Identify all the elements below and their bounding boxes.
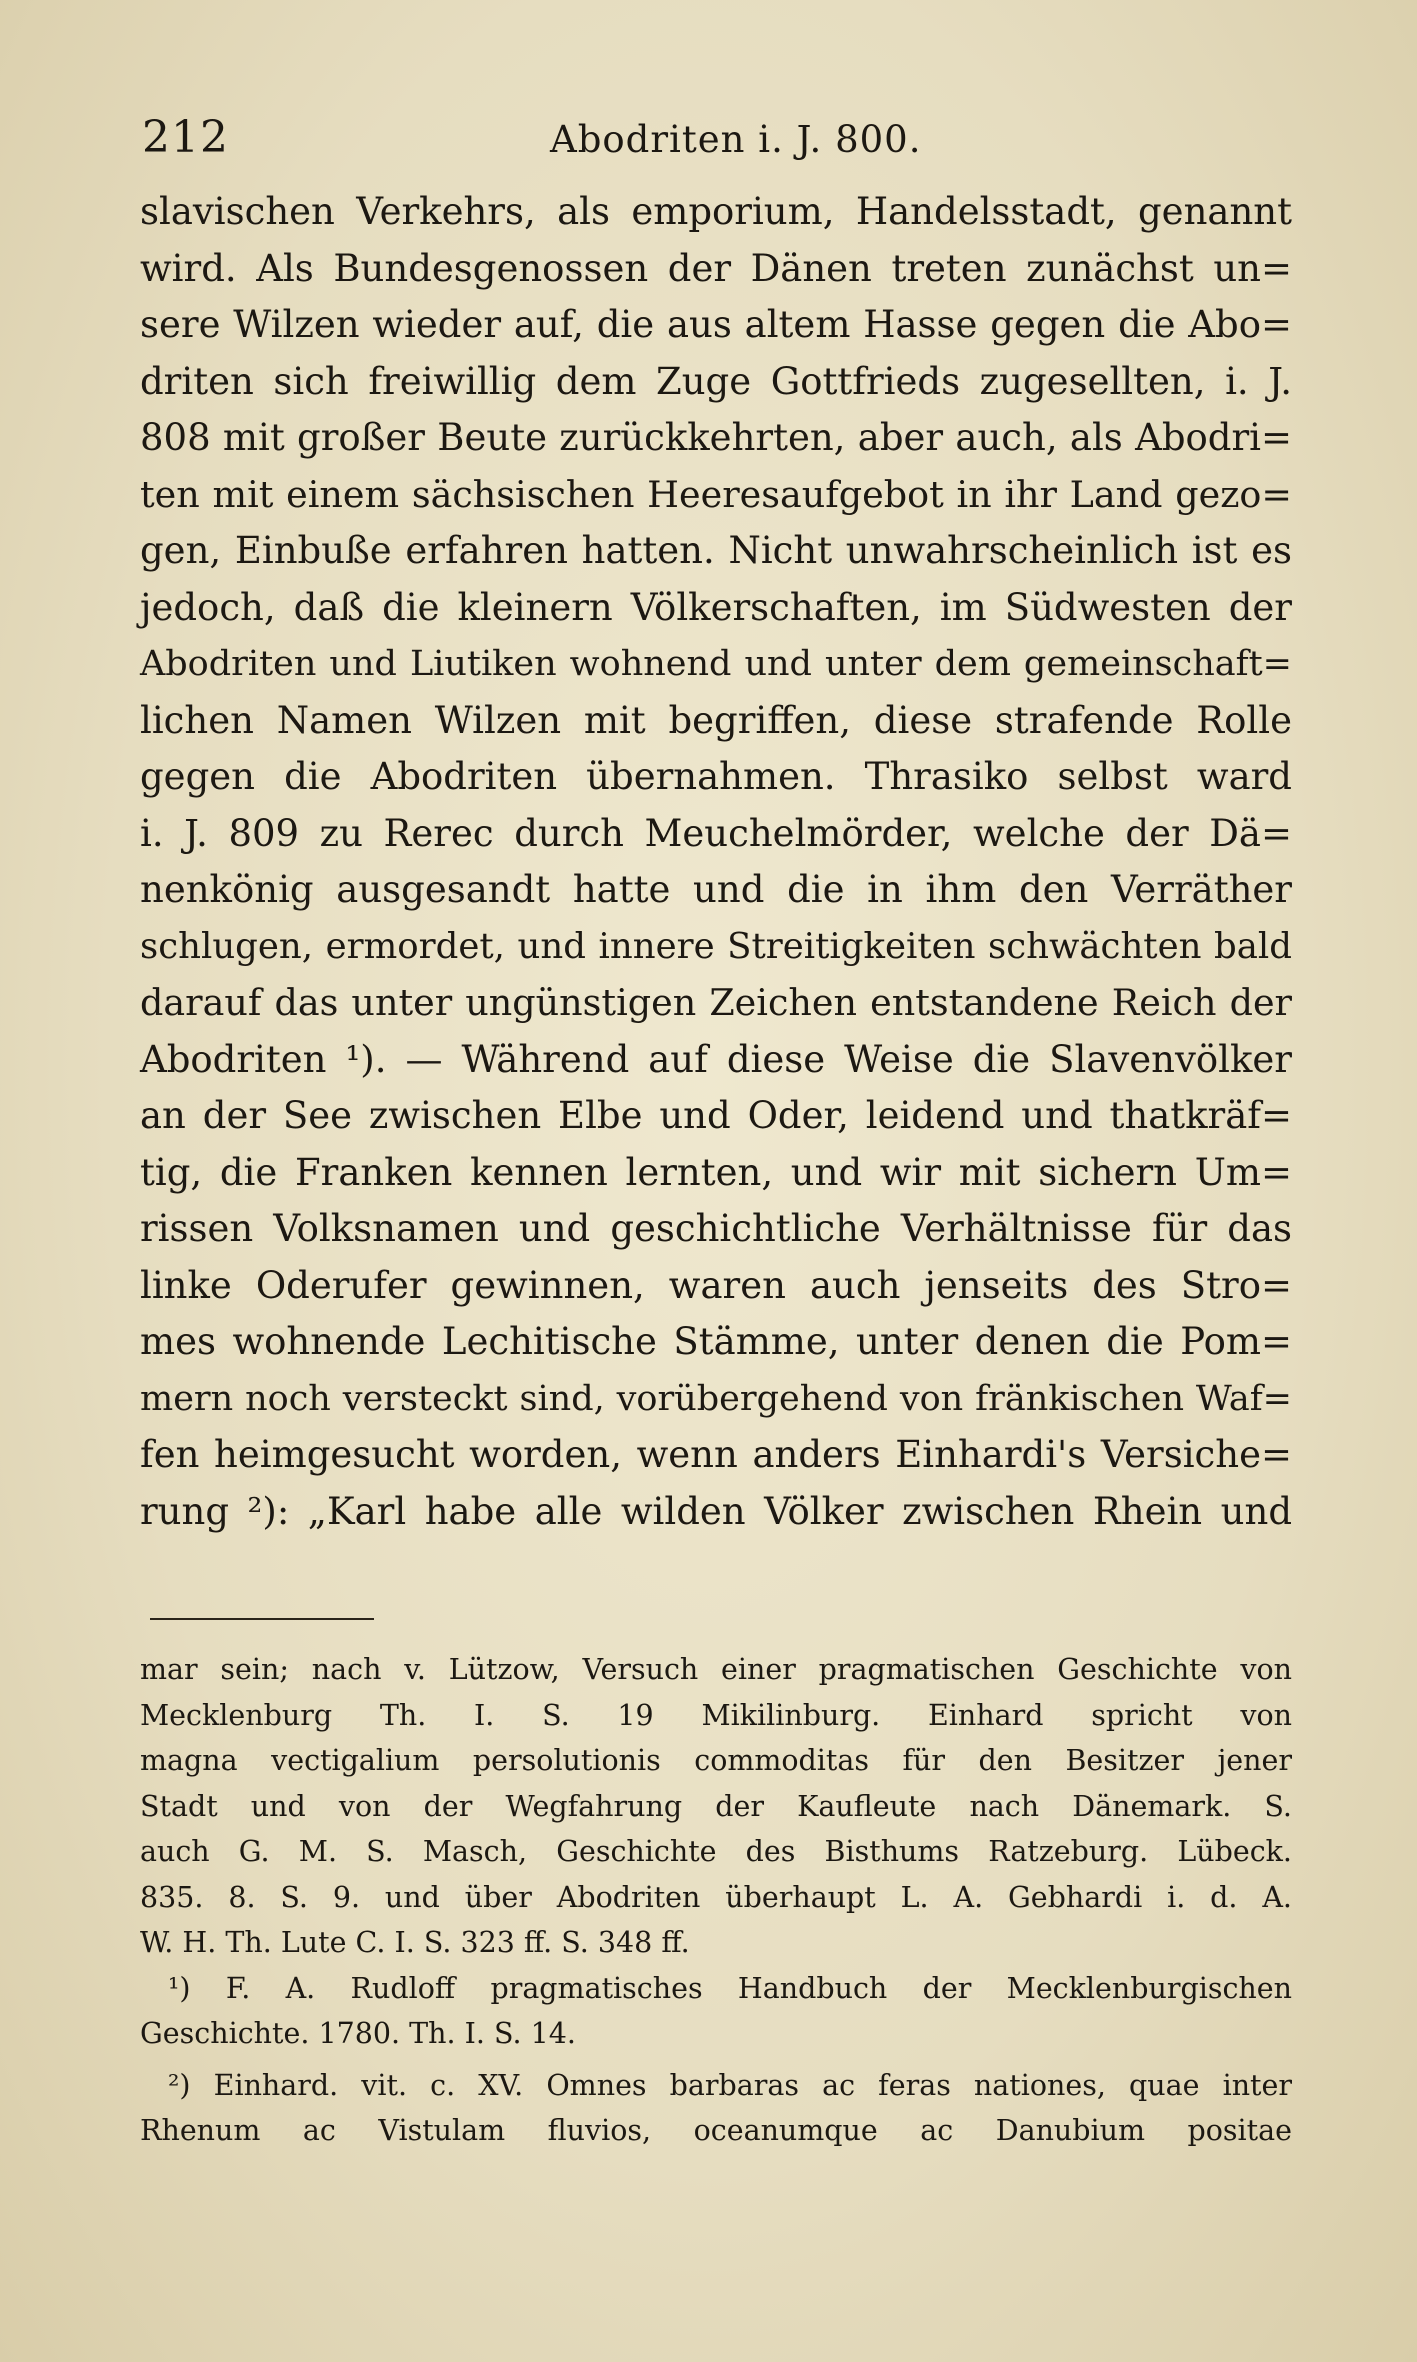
- text-line: Abodriten und Liutiken wohnend und unter dem gemeinschaft=: [140, 644, 1292, 684]
- text-line: fen heimgesucht worden, wenn anders Einhardi's Versiche=: [140, 1433, 1292, 1476]
- footnote-line: 835. 8. S. 9. und über Abodriten überhaupt L. A. Gebhardi i. d. A.: [140, 1880, 1292, 1914]
- text-line: slavischen Verkehrs, als emporium, Handelsstadt, genannt: [140, 190, 1292, 233]
- footnote-1-cont: Geschichte. 1780. Th. I. S. 14.: [140, 2017, 576, 2050]
- footnotes: [140, 1647, 1292, 2154]
- page-number: 212: [142, 112, 229, 163]
- text-line: i. J. 809 zu Rerec durch Meuchelmörder, welche der Dä=: [140, 811, 1292, 855]
- text-line: gen, Einbuße erfahren hatten. Nicht unwahrscheinlich ist es: [140, 529, 1292, 572]
- footnote-line: auch G. M. S. Masch, Geschichte des Bisthums Ratzeburg. Lübeck.: [140, 1835, 1292, 1868]
- text-line: sere Wilzen wieder auf, die aus altem Hasse gegen die Abo=: [140, 303, 1292, 346]
- text-line: 808 mit großer Beute zurückkehrten, aber auch, als Abodri=: [140, 416, 1292, 459]
- running-head: Abodriten i. J. 800.: [550, 118, 922, 161]
- text-line: rung ²): „Karl habe alle wilden Völker zwischen Rhein und: [140, 1489, 1292, 1533]
- footnote-line: mar sein; nach v. Lützow, Versuch einer pragmatischen Geschichte von: [140, 1653, 1292, 1686]
- text-line: tig, die Franken kennen lernten, und wir mit sichern Um=: [140, 1150, 1292, 1194]
- text-line: an der See zwischen Elbe und Oder, leidend und thatkräf=: [140, 1094, 1292, 1137]
- footnote-rule: [150, 1618, 374, 1620]
- text-line: mes wohnende Lechitische Stämme, unter denen die Pom=: [140, 1320, 1292, 1363]
- page-header: [142, 112, 1292, 172]
- text-line: wird. Als Bundesgenossen der Dänen treten zunächst un=: [140, 246, 1292, 290]
- text-line: ten mit einem sächsischen Heeresaufgebot in ihr Land gezo=: [140, 472, 1292, 516]
- text-line: darauf das unter ungünstigen Zeichen entstandene Reich der: [140, 981, 1292, 1024]
- footnote-2-cont: Rhenum ac Vistulam fluvios, oceanumque ac Danubium positae: [140, 2114, 1292, 2147]
- footnote-1: ¹) F. A. Rudloff pragmatisches Handbuch der Mecklenburgischen: [168, 1971, 1292, 2005]
- text-line: nenkönig ausgesandt hatte und die in ihm den Verräther: [140, 868, 1292, 911]
- text-line: linke Oderufer gewinnen, waren auch jenseits des Stro=: [140, 1263, 1292, 1307]
- text-line: driten sich freiwillig dem Zuge Gottfrieds zugesellten, i. J.: [140, 359, 1292, 403]
- text-line: gegen die Abodriten übernahmen. Thrasiko selbst ward: [140, 755, 1292, 798]
- text-line: mern noch versteckt sind, vorübergehend von fränkischen Waf=: [140, 1378, 1292, 1419]
- text-line: rissen Volksnamen und geschichtliche Verhältnisse für das: [140, 1207, 1292, 1250]
- footnote-line: Mecklenburg Th. I. S. 19 Mikilinburg. Einhard spricht von: [140, 1698, 1292, 1732]
- text-line: schlugen, ermordet, und innere Streitigkeiten schwächten bald: [140, 925, 1292, 967]
- text-line: jedoch, daß die kleinern Völkerschaften, im Südwesten der: [140, 585, 1292, 629]
- main-text: [140, 184, 1292, 1540]
- text-line: Abodriten ¹). — Während auf diese Weise die Slavenvölker: [140, 1037, 1292, 1081]
- text-line: lichen Namen Wilzen mit begriffen, diese strafende Rolle: [140, 698, 1292, 742]
- footnote-2: ²) Einhard. vit. c. XV. Omnes barbaras ac feras nationes, quae inter: [168, 2068, 1292, 2102]
- footnote-line: Stadt und von der Wegfahrung der Kaufleute nach Dänemark. S.: [140, 1789, 1292, 1823]
- footnote-line: magna vectigalium persolutionis commoditas für den Besitzer jener: [140, 1744, 1292, 1777]
- footnote-line: W. H. Th. Lute C. I. S. 323 ff. S. 348 ff.: [140, 1926, 690, 1959]
